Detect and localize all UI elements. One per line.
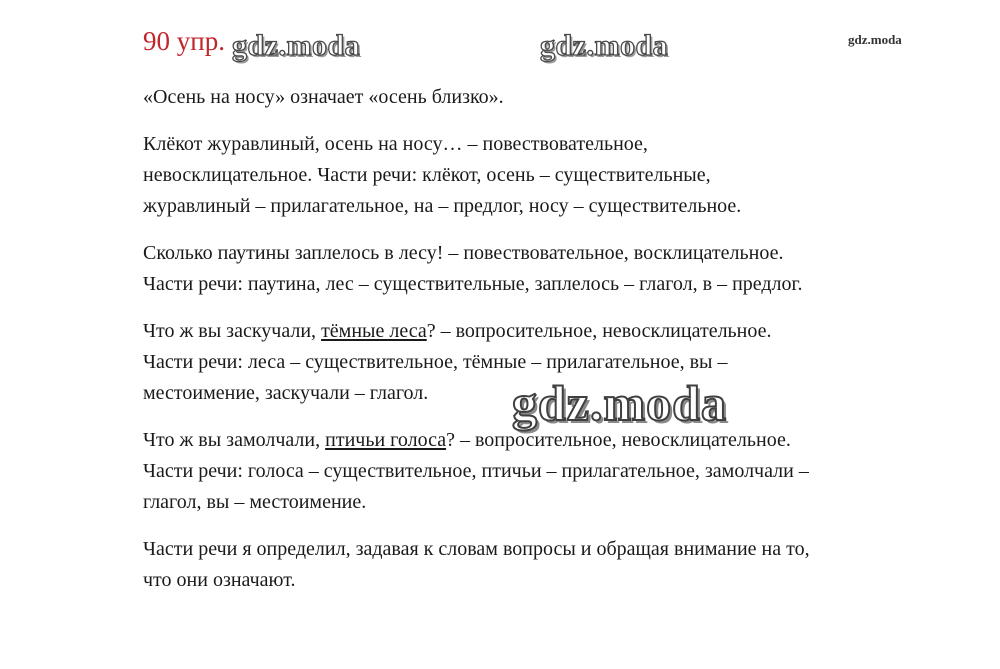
text-segment: Клёкот журавлиный, осень на носу… – повествовательное, bbox=[143, 133, 648, 155]
watermark-logo-small: gdz.moda bbox=[848, 32, 902, 47]
text-segment: Части речи: леса – существительное, тёмные – прилагательное, вы – bbox=[143, 351, 728, 373]
text-segment: ? – вопросительное, невосклицательное. bbox=[446, 429, 791, 451]
text-segment: глагол, вы – местоимение. bbox=[143, 491, 367, 513]
paragraph bbox=[143, 238, 953, 300]
text-segment: «Осень на носу» означает «осень близко». bbox=[143, 86, 504, 108]
text-segment: ? – вопросительное, невосклицательное. bbox=[426, 320, 772, 342]
text-segment: Что ж вы замолчали, bbox=[143, 429, 326, 451]
watermark-logo: gdz.moda bbox=[232, 29, 361, 62]
text-line bbox=[143, 565, 953, 596]
text-segment: Части речи: голоса – существительное, птичьи – прилагательное, замолчали – bbox=[143, 460, 809, 482]
text-line bbox=[143, 238, 953, 269]
text-segment: журавлиный – прилагательное, на – предлог, носу – существительное. bbox=[143, 195, 742, 217]
paragraph bbox=[143, 425, 953, 518]
underlined-phrase: тёмные леса bbox=[321, 320, 427, 342]
text-line bbox=[143, 316, 953, 347]
text-line bbox=[143, 269, 953, 300]
text-line bbox=[143, 160, 953, 191]
answer-text bbox=[143, 82, 953, 612]
watermark-logo: gdz.moda bbox=[540, 29, 669, 62]
exercise-title: 90 упр. bbox=[143, 26, 225, 56]
text-line bbox=[143, 129, 953, 160]
text-segment: невосклицательное. Части речи: клёкот, осень – существительные, bbox=[143, 164, 711, 186]
text-segment: что они означают. bbox=[143, 569, 296, 591]
text-segment: Что ж вы заскучали, bbox=[143, 320, 322, 342]
text-segment: Части речи я определил, задавая к словам вопросы и обращая внимание на то, bbox=[143, 538, 810, 560]
text-segment: Сколько паутины заплелось в лесу! – повествовательное, восклицательное. bbox=[143, 242, 784, 264]
paragraph bbox=[143, 129, 953, 222]
text-segment: Части речи: паутина, лес – существительные, заплелось – глагол, в – предлог. bbox=[143, 273, 803, 295]
paragraph bbox=[143, 534, 953, 596]
underlined-phrase: птичьи голоса bbox=[325, 429, 447, 451]
watermark-logo-large: gdz.moda bbox=[512, 375, 727, 431]
text-line bbox=[143, 191, 953, 222]
text-line bbox=[143, 82, 953, 113]
text-segment: местоимение, заскучали – глагол. bbox=[143, 382, 429, 404]
text-line bbox=[143, 487, 953, 518]
text-line bbox=[143, 456, 953, 487]
text-line bbox=[143, 534, 953, 565]
paragraph bbox=[143, 82, 953, 113]
